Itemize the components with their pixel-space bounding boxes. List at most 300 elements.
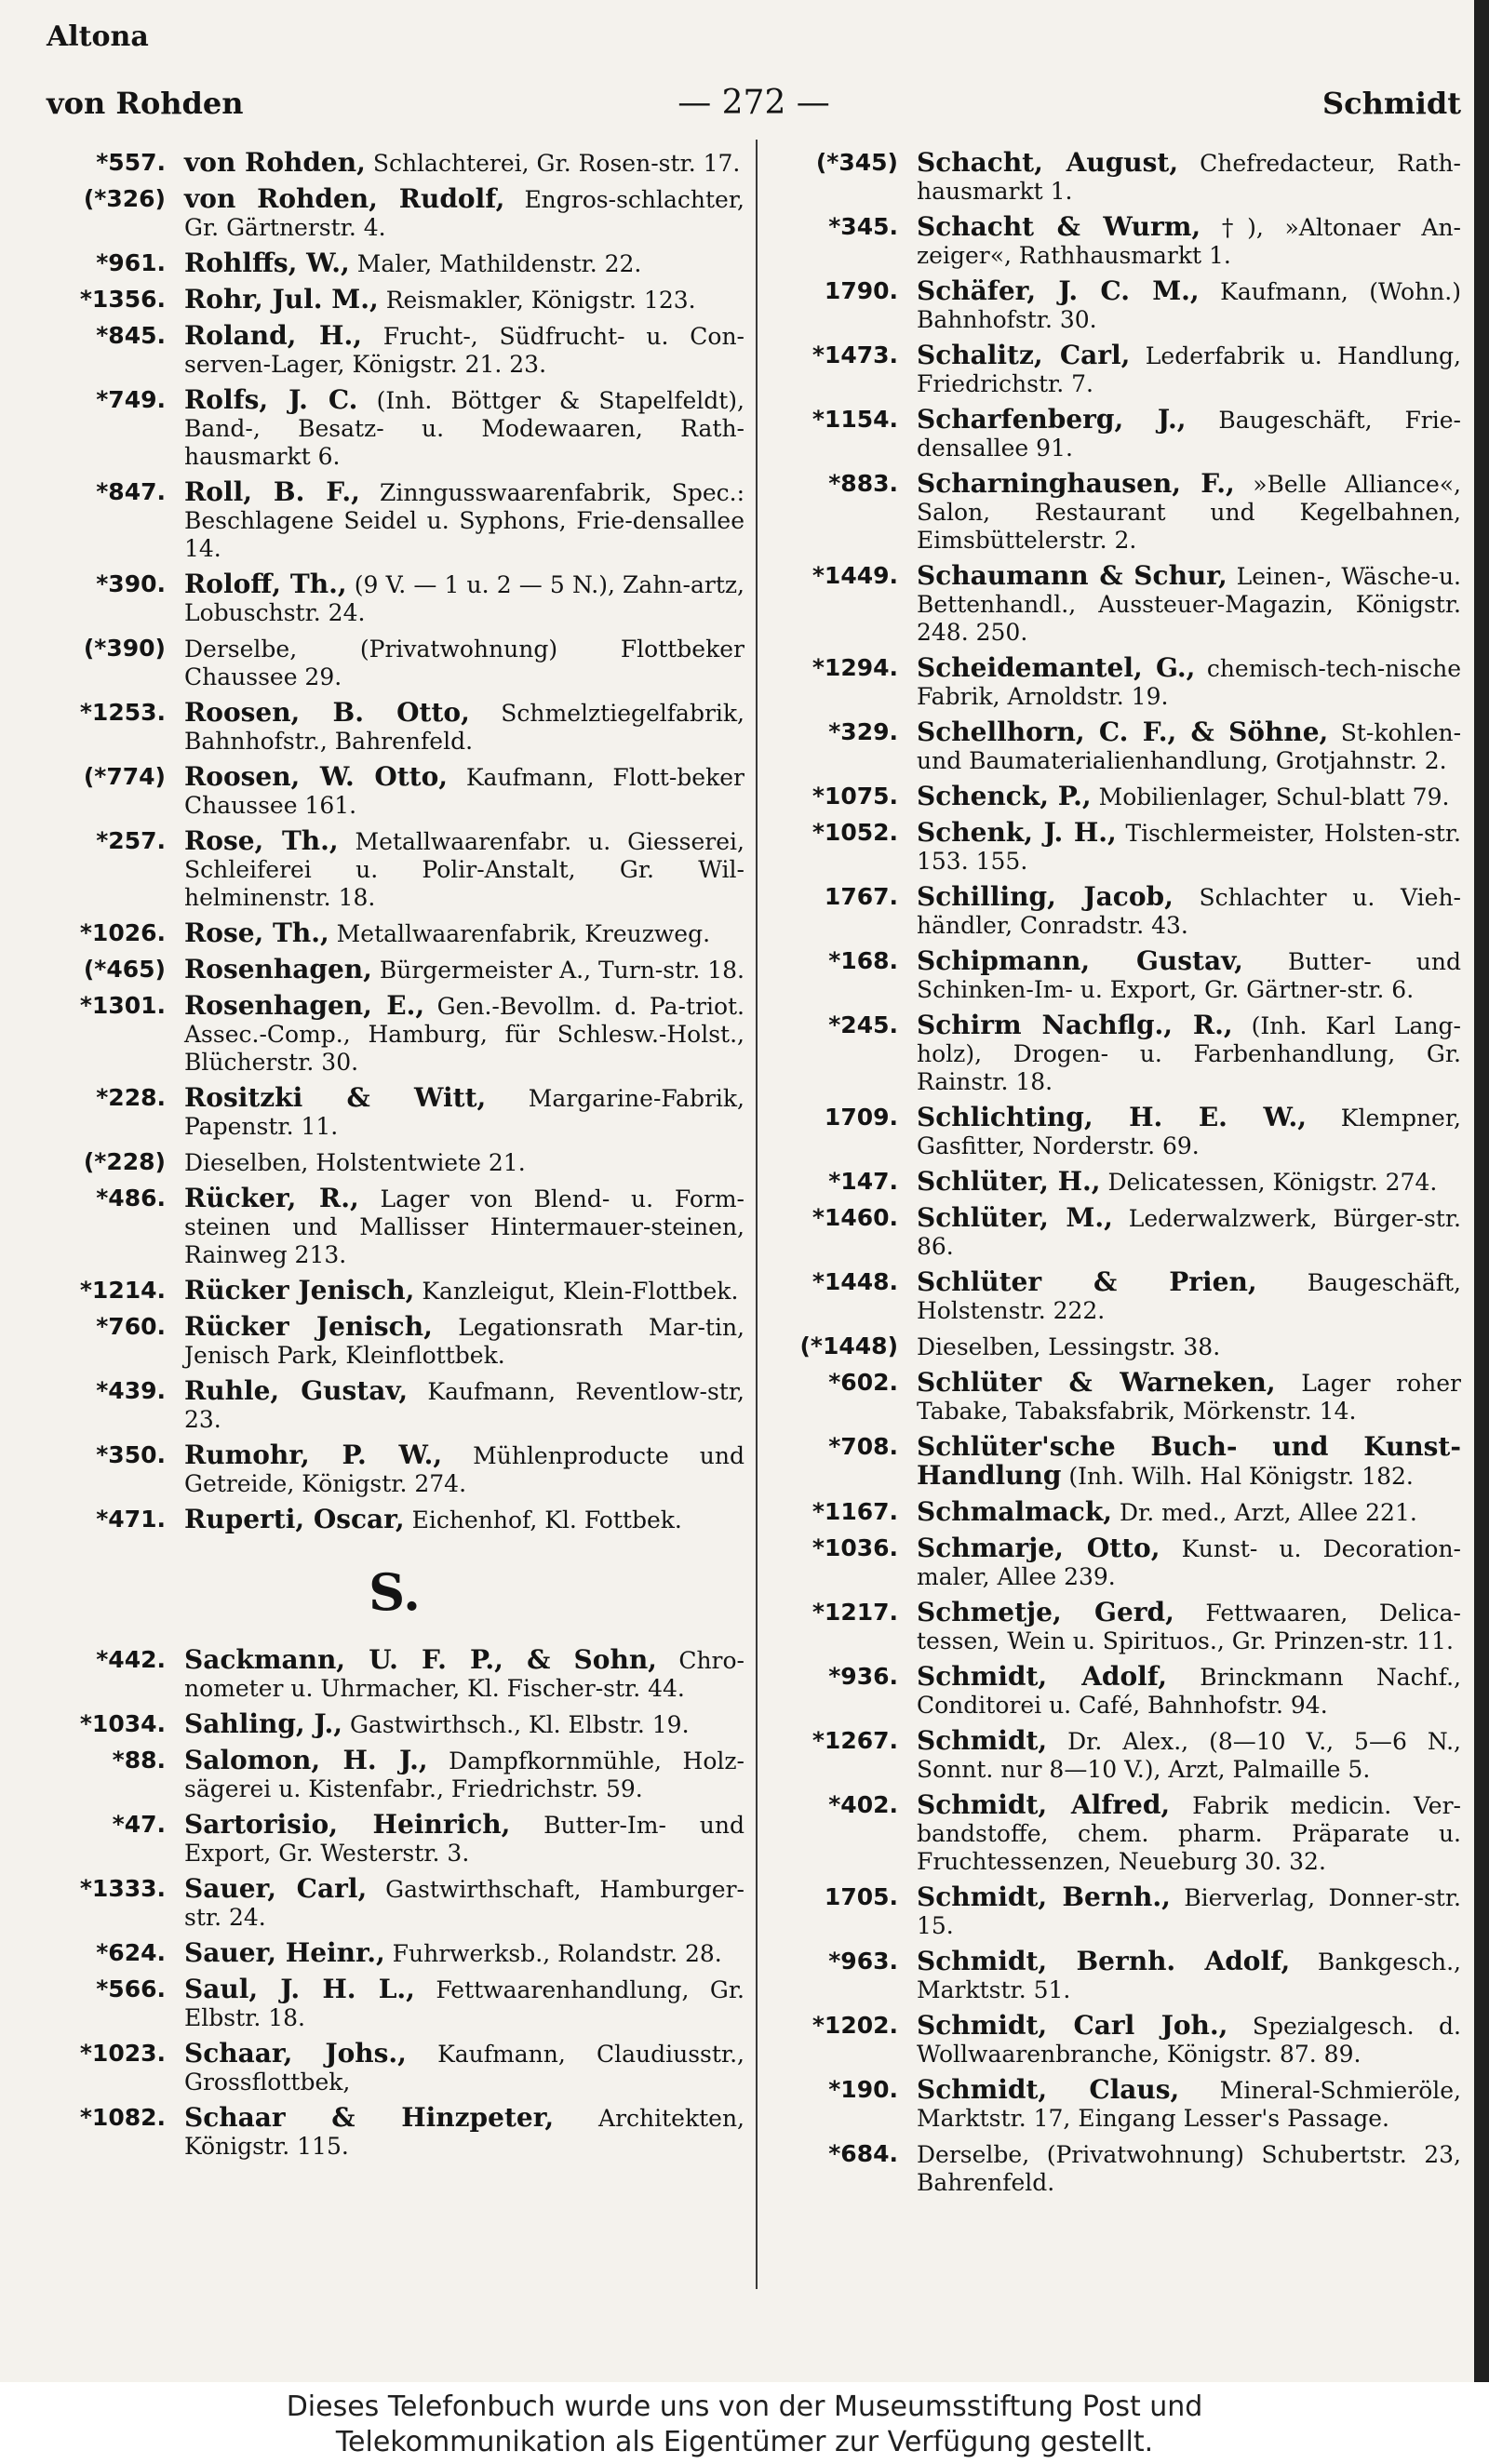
entry-name: Schmidt, <box>917 1725 1048 1756</box>
entry-name: Schlüter & Warneken, <box>917 1367 1276 1398</box>
entry-number: (*1448) <box>799 1332 898 1359</box>
entry-text <box>184 1313 744 1370</box>
entry-number: *1052. <box>812 819 898 846</box>
entry-text <box>917 1332 1461 1361</box>
entry-details: Leinen-, Wäsche-u. Bettenhandl., Aussteuer-Magazin, Königstr. 248. 250. <box>917 563 1461 646</box>
directory-entry <box>45 1377 744 1434</box>
entry-text <box>917 1727 1461 1784</box>
entry-details: chemisch-tech-nische Fabrik, Arnoldstr. 19. <box>917 655 1462 710</box>
entry-number: *1460. <box>812 1204 898 1231</box>
entry-number: (*390) <box>83 635 166 662</box>
directory-entry <box>777 213 1461 270</box>
directory-entry <box>777 1534 1461 1591</box>
directory-entry <box>777 1268 1461 1325</box>
entry-name: Schalitz, Carl, <box>917 340 1131 370</box>
entry-name: Sauer, Heinr., <box>184 1937 385 1968</box>
entry-number: *1082. <box>79 2104 166 2131</box>
entry-number: *439. <box>96 1377 166 1404</box>
directory-entry <box>777 2012 1461 2069</box>
entry-details: Dieselben, Lessingstr. 38. <box>917 1333 1221 1360</box>
entry-number: (*228) <box>83 1148 166 1175</box>
entry-details: Fabrik medicin. Ver-bandstoffe, chem. pharm. Präparate u. Fruchtessenzen, Neueburg 30. 32. <box>917 1792 1462 1875</box>
entry-text <box>184 699 744 756</box>
entry-name: Saul, J. H. L., <box>184 1974 415 2004</box>
entry-details: Baugeschäft, Frie-densallee 91. <box>917 407 1461 462</box>
entry-number: *390. <box>96 570 166 597</box>
directory-entry <box>45 1084 744 1141</box>
directory-entry <box>777 883 1461 940</box>
entry-text <box>184 149 744 178</box>
entry-number: *708. <box>828 1433 898 1460</box>
entry-number: *557. <box>96 149 166 176</box>
directory-entry <box>777 1168 1461 1197</box>
entry-name: Schacht & Wurm, <box>917 211 1201 242</box>
entry-name: Rumohr, P. W., <box>184 1440 443 1470</box>
entry-name: von Rohden, Rudolf, <box>184 183 505 214</box>
entry-name: Schaar & Hinzpeter, <box>184 2102 555 2133</box>
directory-entry <box>45 2104 744 2161</box>
entry-number: *402. <box>828 1791 898 1818</box>
entry-text <box>917 1948 1461 2004</box>
directory-entry <box>777 1204 1461 1261</box>
entry-details: Mobilienlager, Schul-blatt 79. <box>1098 783 1450 810</box>
directory-entry <box>777 562 1461 647</box>
entry-name: Schacht, August, <box>917 147 1179 178</box>
entry-text <box>184 1506 744 1534</box>
entry-number: *1267. <box>812 1727 898 1754</box>
entry-text <box>917 277 1461 334</box>
entry-text <box>917 1369 1461 1426</box>
entry-name: Schirm Nachflg., R., <box>917 1010 1233 1040</box>
directory-entry <box>45 1875 744 1932</box>
entry-text <box>184 827 744 912</box>
entry-name: Roll, B. F., <box>184 476 360 507</box>
entry-number: *442. <box>96 1646 166 1673</box>
directory-entry <box>777 1791 1461 1876</box>
directory-entry <box>777 947 1461 1004</box>
entry-text <box>184 1975 744 2032</box>
entry-name: Schmidt, Bernh., <box>917 1881 1171 1912</box>
entry-details: Kaufmann, Reventlow-str, 23. <box>184 1378 745 1433</box>
directory-entry <box>45 570 744 627</box>
entry-number: *1036. <box>812 1534 898 1561</box>
entry-number: *190. <box>828 2076 898 2103</box>
directory-entry <box>777 1498 1461 1527</box>
entry-text <box>184 1811 744 1868</box>
entry-text <box>184 1148 744 1177</box>
entry-text <box>917 1883 1461 1940</box>
entry-name: Schenck, P., <box>917 781 1092 811</box>
entry-number: *350. <box>96 1441 166 1468</box>
entry-details: St-kohlen- und Baumaterialienhandlung, Grotjahnstr. 2. <box>917 719 1462 774</box>
entry-details: Chro-nometer u. Uhrmacher, Kl. Fischer-str. 44. <box>184 1647 744 1702</box>
entry-name: Rolfs, J. C. <box>184 384 358 415</box>
entry-name: von Rohden, <box>184 147 366 178</box>
entry-number: *1023. <box>79 2040 166 2067</box>
directory-entry <box>45 1313 744 1370</box>
entry-details: Dieselben, Holstentwiete 21. <box>184 1149 526 1176</box>
entry-name: Roland, H., <box>184 320 362 351</box>
entry-number: *566. <box>96 1975 166 2002</box>
entry-text <box>917 1011 1461 1096</box>
entry-details: Fettwaarenhandlung, Gr. Elbstr. 18. <box>184 1976 745 2031</box>
directory-entry <box>45 1939 744 1968</box>
entry-details: Lederfabrik u. Handlung, Friedrichstr. 7. <box>917 342 1461 397</box>
entry-details: Bürgermeister A., Turn-str. 18. <box>379 957 744 984</box>
entry-number: *961. <box>96 249 166 276</box>
entry-name: Scheidemantel, G., <box>917 652 1196 683</box>
entry-name: Roloff, Th., <box>184 569 347 599</box>
directory-entry <box>45 1185 744 1269</box>
entry-name: Rosenhagen, <box>184 954 372 984</box>
entry-name: Schlüter, M., <box>917 1202 1113 1233</box>
section-letter: S. <box>369 1562 421 1622</box>
entry-text <box>184 1377 744 1434</box>
entry-name: Schaumann & Schur, <box>917 560 1227 591</box>
entry-name: Schlüter'sche Buch- und Kunst-Handlung <box>917 1431 1461 1491</box>
entry-details: Kunst- u. Decoration-maler, Allee 239. <box>917 1535 1461 1590</box>
entry-text <box>917 654 1461 711</box>
entry-name: Ruperti, Oscar, <box>184 1504 405 1534</box>
entry-number: *883. <box>828 470 898 497</box>
entry-details: Architekten, Königstr. 115. <box>184 2105 744 2160</box>
entry-details: Gastwirthschaft, Hamburger-str. 24. <box>184 1876 744 1931</box>
entry-name: Sauer, Carl, <box>184 1873 368 1904</box>
entry-text <box>184 1185 744 1269</box>
entry-details: Dr. Alex., (8—10 V., 5—6 N., Sonnt. nur 8—10 V.), Arzt, Palmaille 5. <box>917 1728 1461 1783</box>
entry-text <box>917 149 1461 206</box>
entry-text <box>184 1875 744 1932</box>
entry-number: *684. <box>828 2140 898 2167</box>
entry-text <box>917 783 1461 811</box>
entry-name: Rosenhagen, E., <box>184 990 425 1021</box>
directory-entry <box>45 1148 744 1177</box>
entry-name: Scharfenberg, J., <box>917 404 1187 435</box>
entry-number: *88. <box>112 1747 166 1774</box>
entry-details: Mühlenproducte und Getreide, Königstr. 274. <box>184 1442 744 1497</box>
entry-number: *1167. <box>812 1498 898 1525</box>
entry-name: Schipmann, Gustav, <box>917 945 1243 976</box>
directory-entry <box>777 1369 1461 1426</box>
entry-details: Derselbe, (Privatwohnung) Flottbeker Chaussee 29. <box>184 636 744 690</box>
running-header <box>47 84 1461 127</box>
entry-number: *47. <box>112 1811 166 1838</box>
entry-number: *845. <box>96 322 166 349</box>
entry-text <box>184 2104 744 2161</box>
directory-entry <box>45 2040 744 2096</box>
directory-entry <box>45 185 744 242</box>
entry-text <box>184 249 744 278</box>
directory-entry <box>45 149 744 178</box>
directory-entry <box>777 1727 1461 1784</box>
entry-number: *168. <box>828 947 898 974</box>
directory-entry <box>45 386 744 471</box>
entry-details: Brinckmann Nachf., Conditorei u. Café, Bahnhofstr. 94. <box>917 1664 1461 1719</box>
entry-name: Schmalmack, <box>917 1496 1112 1527</box>
entry-number: *147. <box>828 1168 898 1195</box>
entry-number: *624. <box>96 1939 166 1966</box>
entry-name: Sahling, J., <box>184 1708 342 1739</box>
directory-entry <box>45 992 744 1077</box>
entry-text <box>184 1939 744 1968</box>
entry-details: (Inh. Wilh. Hal Königstr. 182. <box>1068 1463 1414 1490</box>
entry-name: Schmidt, Bernh. Adolf, <box>917 1946 1291 1976</box>
entry-name: Schlichting, H. E. W., <box>917 1102 1308 1132</box>
directory-entry <box>777 1332 1461 1361</box>
entry-name: Schellhorn, C. F., & Söhne, <box>917 716 1329 747</box>
entry-details: Metallwaarenfabrik, Kreuzweg. <box>336 920 711 947</box>
entry-number: *1217. <box>812 1599 898 1626</box>
left-entry-list <box>45 149 744 1534</box>
entry-number: *1356. <box>79 286 166 313</box>
directory-entry <box>777 783 1461 811</box>
directory-entry <box>45 1747 744 1803</box>
entry-number: *345. <box>828 213 898 240</box>
page-edge <box>1474 0 1489 2382</box>
entry-details: Lager roher Tabake, Tabaksfabrik, Mörkenstr. 14. <box>917 1370 1461 1425</box>
directory-entry <box>777 406 1461 462</box>
footer <box>0 2382 1489 2464</box>
entry-number: *257. <box>96 827 166 854</box>
directory-entry <box>777 2140 1461 2197</box>
directory-entry <box>777 1599 1461 1655</box>
right-entry-list <box>777 149 1461 2197</box>
directory-entry <box>45 1811 744 1868</box>
entry-number: *1294. <box>812 654 898 681</box>
entry-name: Schaar, Johs., <box>184 2038 407 2069</box>
entry-number: *1075. <box>812 783 898 810</box>
entry-text <box>917 470 1461 555</box>
entry-name: Schilling, Jacob, <box>917 881 1174 912</box>
left-keyword: von Rohden <box>47 86 244 121</box>
entry-details: Engros-schlachter, Gr. Gärtnerstr. 4. <box>184 186 744 241</box>
entry-text <box>917 947 1461 1004</box>
entry-text <box>184 763 744 820</box>
entry-details: Delicatessen, Königstr. 274. <box>1107 1169 1438 1196</box>
entry-number: *329. <box>828 718 898 745</box>
entry-text <box>184 1710 744 1739</box>
directory-entry <box>777 1104 1461 1160</box>
entry-details: Gastwirthsch., Kl. Elbstr. 19. <box>349 1711 690 1738</box>
entry-name: Schenk, J. H., <box>917 817 1117 848</box>
entry-number: *486. <box>96 1185 166 1212</box>
entry-number: *963. <box>828 1948 898 1975</box>
entry-name: Roosen, B. Otto, <box>184 697 470 728</box>
entry-text <box>917 819 1461 876</box>
entry-name: Rose, Th., <box>184 917 329 948</box>
directory-entry <box>777 718 1461 775</box>
entry-details: Dr. med., Arzt, Allee 221. <box>1119 1499 1417 1526</box>
directory-entry <box>45 1506 744 1534</box>
entry-number: 1767. <box>824 883 898 910</box>
entry-details: (Inh. Böttger & Stapelfeldt), Band-, Besatz- u. Modewaaren, Rath-hausmarkt 6. <box>184 387 744 470</box>
entry-details: Butter- und Schinken-Im- u. Export, Gr. Gärtner-str. 6. <box>917 948 1461 1003</box>
entry-name: Rücker, R., <box>184 1183 359 1213</box>
entry-text <box>184 1277 744 1306</box>
directory-entry <box>777 341 1461 398</box>
entry-details: Schlachterei, Gr. Rosen-str. 17. <box>372 150 741 177</box>
entry-number: 1790. <box>824 277 898 304</box>
footer-line-1: Dieses Telefonbuch wurde uns von der Museumsstiftung Post und <box>286 2390 1203 2423</box>
directory-entry <box>45 286 744 315</box>
directory-entry <box>777 2076 1461 2133</box>
directory-entry <box>45 1441 744 1498</box>
entry-details: †), »Altonaer An-zeiger«, Rathhausmarkt 1. <box>917 214 1462 269</box>
entry-text <box>184 386 744 471</box>
entry-number: *1026. <box>79 919 166 946</box>
directory-entry <box>45 249 744 278</box>
entry-details: Eichenhof, Kl. Fottbek. <box>411 1507 682 1533</box>
entry-text <box>917 1663 1461 1720</box>
entry-details: Frucht-, Südfrucht- u. Con-serven-Lager, Königstr. 21. 23. <box>184 323 744 378</box>
footer-line-2: Telekommunikation als Eigentümer zur Verfügung gestellt. <box>335 2426 1154 2458</box>
entry-details: Baugeschäft, Holstenstr. 222. <box>917 1269 1461 1324</box>
entry-details: Spezialgesch. d. Wollwaarenbranche, Königstr. 87. 89. <box>917 2013 1461 2068</box>
entry-number: (*774) <box>83 763 166 790</box>
entry-details: Bierverlag, Donner-str. 15. <box>917 1884 1461 1939</box>
entry-name: Schmetje, Gerd, <box>917 1597 1174 1627</box>
right-keyword: Schmidt <box>1321 86 1461 121</box>
entry-name: Schlüter & Prien, <box>917 1266 1257 1297</box>
directory-entry <box>45 763 744 820</box>
entry-text <box>184 1646 744 1703</box>
entry-number: *1333. <box>79 1875 166 1902</box>
entry-number: *1448. <box>812 1268 898 1295</box>
entry-number: *602. <box>828 1369 898 1396</box>
directory-entry <box>45 478 744 563</box>
directory-entry <box>777 1948 1461 2004</box>
entry-name: Schmidt, Alfred, <box>917 1789 1171 1820</box>
entry-number: *1301. <box>79 992 166 1019</box>
entry-text <box>917 1498 1461 1527</box>
entry-name: Schlüter, H., <box>917 1166 1101 1197</box>
entry-text <box>184 635 744 691</box>
entry-text <box>184 1084 744 1141</box>
entry-details: Lager von Blend- u. Form-steinen und Mallisser Hintermauer-steinen, Rainweg 213. <box>184 1185 745 1268</box>
left-s-entry-list <box>45 1646 744 2161</box>
entry-text <box>917 213 1461 270</box>
directory-entry <box>777 1011 1461 1096</box>
directory-entry <box>45 1646 744 1703</box>
entry-number: *1202. <box>812 2012 898 2039</box>
entry-details: Bankgesch., Marktstr. 51. <box>917 1948 1461 2003</box>
entry-details: Zinngusswaarenfabrik, Spec.: Beschlagene Seidel u. Syphons, Frie-densallee 14. <box>184 479 744 562</box>
left-column <box>45 149 744 2168</box>
entry-number: *936. <box>828 1663 898 1690</box>
entry-number: *1154. <box>812 406 898 433</box>
directory-entry <box>777 654 1461 711</box>
entry-text <box>917 2076 1461 2133</box>
entry-text <box>184 2040 744 2096</box>
entry-number: *1253. <box>79 699 166 726</box>
entry-text <box>184 570 744 627</box>
directory-entry <box>777 1433 1461 1491</box>
entry-name: Scharninghausen, F., <box>917 468 1235 499</box>
entry-details: (Inh. Karl Lang-holz), Drogen- u. Farbenhandlung, Gr. Rainstr. 18. <box>917 1012 1462 1095</box>
directory-entry <box>777 470 1461 555</box>
entry-details: Reismakler, Königstr. 123. <box>385 287 696 314</box>
entry-number: *1034. <box>79 1710 166 1737</box>
entry-details: Mineral-Schmieröle, Marktstr. 17, Eingang Lesser's Passage. <box>917 2077 1461 2132</box>
entry-details: Metallwaarenfabr. u. Giesserei, Schleiferei u. Polir-Anstalt, Gr. Wil-helminenstr. 18. <box>184 828 744 911</box>
directory-entry <box>45 699 744 756</box>
entry-number: (*345) <box>815 149 898 176</box>
entry-name: Rose, Th., <box>184 825 339 856</box>
entry-text <box>184 286 744 315</box>
entry-name: Schmarje, Otto, <box>917 1533 1160 1563</box>
entry-details: Derselbe, (Privatwohnung) Schubertstr. 23, Bahrenfeld. <box>917 2141 1461 2196</box>
entry-number: *1214. <box>79 1277 166 1304</box>
entry-text <box>184 1441 744 1498</box>
entry-number: *228. <box>96 1084 166 1111</box>
entry-text <box>184 1747 744 1803</box>
entry-text <box>917 1599 1461 1655</box>
column-divider <box>756 140 758 2289</box>
entry-name: Rücker Jenisch, <box>184 1275 415 1306</box>
entry-number: *760. <box>96 1313 166 1340</box>
entry-details: Klempner, Gasfitter, Norderstr. 69. <box>917 1105 1461 1159</box>
directory-entry <box>45 827 744 912</box>
directory-entry <box>45 1975 744 2032</box>
entry-text <box>917 1168 1461 1197</box>
entry-text <box>184 992 744 1077</box>
entry-details: Fuhrwerksb., Rolandstr. 28. <box>392 1940 722 1967</box>
entry-number: 1705. <box>824 1883 898 1910</box>
entry-text <box>917 1534 1461 1591</box>
entry-text <box>917 1791 1461 1876</box>
entry-details: Kanzleigut, Klein-Flottbek. <box>422 1278 739 1305</box>
entry-text <box>917 2012 1461 2069</box>
directory-entry <box>777 1883 1461 1940</box>
entry-name: Rohr, Jul. M., <box>184 284 379 315</box>
entry-name: Rücker Jenisch, <box>184 1311 433 1342</box>
entry-number: (*326) <box>83 185 166 212</box>
entry-name: Schmidt, Carl Joh., <box>917 2010 1228 2041</box>
entry-number: *471. <box>96 1506 166 1533</box>
entry-details: Legationsrath Mar-tin, Jenisch Park, Kleinflottbek. <box>184 1314 744 1369</box>
entry-number: (*465) <box>83 956 166 983</box>
entry-name: Salomon, H. J., <box>184 1745 428 1775</box>
entry-name: Sackmann, U. F. P., & Sohn, <box>184 1644 657 1675</box>
entry-details: Butter-Im- und Export, Gr. Westerstr. 3. <box>184 1812 744 1867</box>
directory-entry <box>777 149 1461 206</box>
entry-text <box>917 1268 1461 1325</box>
entry-number: *1473. <box>812 341 898 368</box>
entry-details: Maler, Mathildenstr. 22. <box>356 250 642 277</box>
entry-text <box>917 718 1461 775</box>
entry-details: Fettwaaren, Delica-tessen, Wein u. Spirituos., Gr. Prinzen-str. 11. <box>917 1600 1462 1654</box>
directory-entry <box>45 919 744 948</box>
entry-name: Schäfer, J. C. M., <box>917 275 1200 306</box>
entry-details: Margarine-Fabrik, Papenstr. 11. <box>184 1085 744 1140</box>
entry-text <box>917 406 1461 462</box>
directory-entry <box>45 322 744 379</box>
entry-details: Kaufmann, (Wohn.) Bahnhofstr. 30. <box>917 278 1461 333</box>
entry-text <box>184 478 744 563</box>
entry-details: Schlachter u. Vieh-händler, Conradstr. 43. <box>917 884 1462 939</box>
entry-number: *245. <box>828 1011 898 1038</box>
entry-details: (9 V. — 1 u. 2 — 5 N.), Zahn-artz, Lobuschstr. 24. <box>184 571 744 626</box>
directory-entry <box>45 1277 744 1306</box>
entry-details: Lederwalzwerk, Bürger-str. 86. <box>917 1205 1462 1260</box>
entry-details: Chefredacteur, Rath-hausmarkt 1. <box>917 150 1461 205</box>
entry-name: Rositzki & Witt, <box>184 1082 487 1113</box>
entry-number: *749. <box>96 386 166 413</box>
entry-text <box>917 1433 1461 1491</box>
entry-text <box>917 1204 1461 1261</box>
directory-entry <box>777 277 1461 334</box>
entry-name: Ruhle, Gustav, <box>184 1375 409 1406</box>
